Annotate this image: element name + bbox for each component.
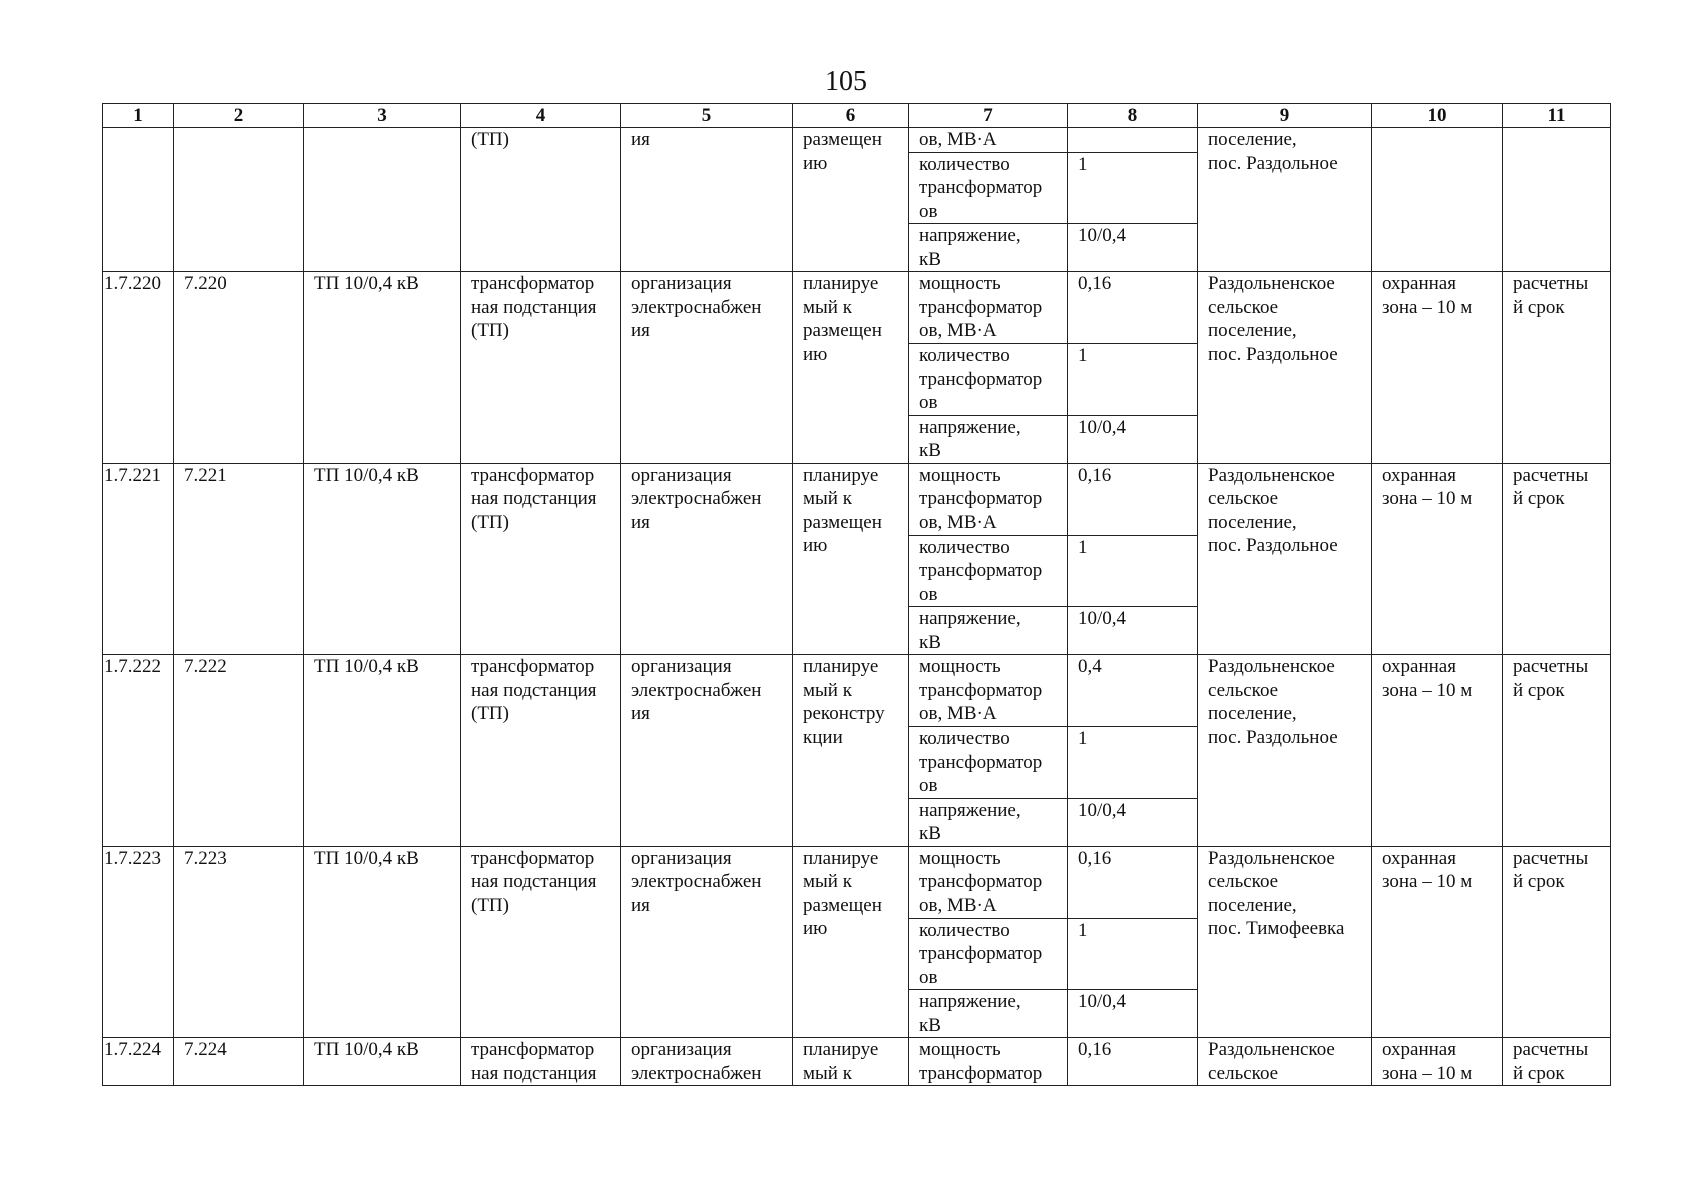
protection-zone: охранная зона – 10 м	[1372, 272, 1503, 464]
object-code: 7.223	[174, 846, 304, 1038]
param-name: мощность трансформатор ов, МВ·А	[909, 655, 1068, 727]
param-name: напряжение, кВ	[909, 224, 1068, 272]
object-location: Раздольненское сельское поселение, пос. Раздольное	[1198, 463, 1372, 655]
object-purpose: ия	[621, 128, 793, 272]
empty-cell	[174, 128, 304, 272]
object-location: Раздольненское сельское поселение, пос. Раздольное	[1198, 272, 1372, 464]
param-name: количество трансформатор ов	[909, 344, 1068, 416]
protection-zone: охранная зона – 10 м	[1372, 846, 1503, 1038]
table-row	[103, 272, 1611, 344]
param-value: 10/0,4	[1068, 607, 1198, 655]
record-number: 1.7.223	[103, 846, 174, 1038]
param-name: напряжение, кВ	[909, 607, 1068, 655]
record-number: 1.7.220	[103, 272, 174, 464]
empty-cell	[103, 128, 174, 272]
table-header	[103, 104, 1611, 128]
param-name: количество трансформатор ов	[909, 535, 1068, 607]
param-value: 1	[1068, 918, 1198, 990]
object-status: планируе мый к размещен ию	[793, 846, 909, 1038]
object-code: 7.220	[174, 272, 304, 464]
object-type: трансформатор ная подстанция	[461, 1038, 621, 1086]
param-value: 1	[1068, 727, 1198, 799]
object-location: поселение, пос. Раздольное	[1198, 128, 1372, 272]
object-code: 7.222	[174, 655, 304, 847]
table-row	[103, 655, 1611, 727]
param-value: 1	[1068, 344, 1198, 416]
object-type: (ТП)	[461, 128, 621, 272]
param-name: напряжение, кВ	[909, 990, 1068, 1038]
implementation-term	[1503, 128, 1611, 272]
column-header: 6	[793, 104, 909, 128]
column-header: 7	[909, 104, 1068, 128]
implementation-term: расчетны й срок	[1503, 655, 1611, 847]
column-header: 8	[1068, 104, 1198, 128]
protection-zone	[1372, 128, 1503, 272]
param-name: мощность трансформатор ов, МВ·А	[909, 463, 1068, 535]
param-value: 10/0,4	[1068, 224, 1198, 272]
object-code: 7.221	[174, 463, 304, 655]
object-purpose: организация электроснабжен ия	[621, 655, 793, 847]
data-table	[102, 103, 1611, 1086]
object-location: Раздольненское сельское поселение, пос. Тимофеевка	[1198, 846, 1372, 1038]
implementation-term: расчетны й срок	[1503, 846, 1611, 1038]
protection-zone: охранная зона – 10 м	[1372, 463, 1503, 655]
protection-zone: охранная зона – 10 м	[1372, 655, 1503, 847]
param-value: 0,4	[1068, 655, 1198, 727]
object-status: планируе мый к размещен ию	[793, 463, 909, 655]
object-name: ТП 10/0,4 кВ	[304, 272, 461, 464]
param-name: ов, МВ·А	[909, 128, 1068, 153]
param-value: 0,16	[1068, 1038, 1198, 1086]
object-status: размещен ию	[793, 128, 909, 272]
object-type: трансформатор ная подстанция (ТП)	[461, 463, 621, 655]
param-name: напряжение, кВ	[909, 798, 1068, 846]
object-type: трансформатор ная подстанция (ТП)	[461, 655, 621, 847]
param-name: количество трансформатор ов	[909, 918, 1068, 990]
object-status: планируе мый к реконстру кции	[793, 655, 909, 847]
table-row	[103, 1038, 1611, 1086]
object-status: планируе мый к	[793, 1038, 909, 1086]
object-location: Раздольненское сельское	[1198, 1038, 1372, 1086]
object-name: ТП 10/0,4 кВ	[304, 1038, 461, 1086]
implementation-term: расчетны й срок	[1503, 463, 1611, 655]
object-type: трансформатор ная подстанция (ТП)	[461, 272, 621, 464]
table-row	[103, 846, 1611, 918]
object-name: ТП 10/0,4 кВ	[304, 655, 461, 847]
param-value: 10/0,4	[1068, 798, 1198, 846]
param-value: 0,16	[1068, 463, 1198, 535]
param-value: 0,16	[1068, 846, 1198, 918]
record-number: 1.7.222	[103, 655, 174, 847]
object-type: трансформатор ная подстанция (ТП)	[461, 846, 621, 1038]
object-purpose: организация электроснабжен ия	[621, 846, 793, 1038]
param-name: напряжение, кВ	[909, 415, 1068, 463]
object-location: Раздольненское сельское поселение, пос. Раздольное	[1198, 655, 1372, 847]
empty-cell	[304, 128, 461, 272]
object-code: 7.224	[174, 1038, 304, 1086]
param-name: мощность трансформатор ов, МВ·А	[909, 846, 1068, 918]
record-number: 1.7.224	[103, 1038, 174, 1086]
param-name: количество трансформатор ов	[909, 152, 1068, 224]
param-name: количество трансформатор ов	[909, 727, 1068, 799]
object-name: ТП 10/0,4 кВ	[304, 846, 461, 1038]
param-value: 0,16	[1068, 272, 1198, 344]
object-status: планируе мый к размещен ию	[793, 272, 909, 464]
column-header: 5	[621, 104, 793, 128]
record-number: 1.7.221	[103, 463, 174, 655]
object-name: ТП 10/0,4 кВ	[304, 463, 461, 655]
implementation-term: расчетны й срок	[1503, 1038, 1611, 1086]
page-number: 105	[825, 66, 867, 97]
param-name: мощность трансформатор	[909, 1038, 1068, 1086]
column-header: 9	[1198, 104, 1372, 128]
column-header: 1	[103, 104, 174, 128]
table-row	[103, 463, 1611, 535]
column-header: 2	[174, 104, 304, 128]
column-header: 11	[1503, 104, 1611, 128]
column-header: 4	[461, 104, 621, 128]
object-purpose: организация электроснабжен ия	[621, 463, 793, 655]
param-value	[1068, 128, 1198, 153]
implementation-term: расчетны й срок	[1503, 272, 1611, 464]
continuation-row	[103, 128, 1611, 153]
column-header: 10	[1372, 104, 1503, 128]
param-value: 1	[1068, 152, 1198, 224]
object-purpose: организация электроснабжен ия	[621, 272, 793, 464]
param-name: мощность трансформатор ов, МВ·А	[909, 272, 1068, 344]
object-purpose: организация электроснабжен	[621, 1038, 793, 1086]
param-value: 1	[1068, 535, 1198, 607]
protection-zone: охранная зона – 10 м	[1372, 1038, 1503, 1086]
param-value: 10/0,4	[1068, 990, 1198, 1038]
column-header: 3	[304, 104, 461, 128]
param-value: 10/0,4	[1068, 415, 1198, 463]
